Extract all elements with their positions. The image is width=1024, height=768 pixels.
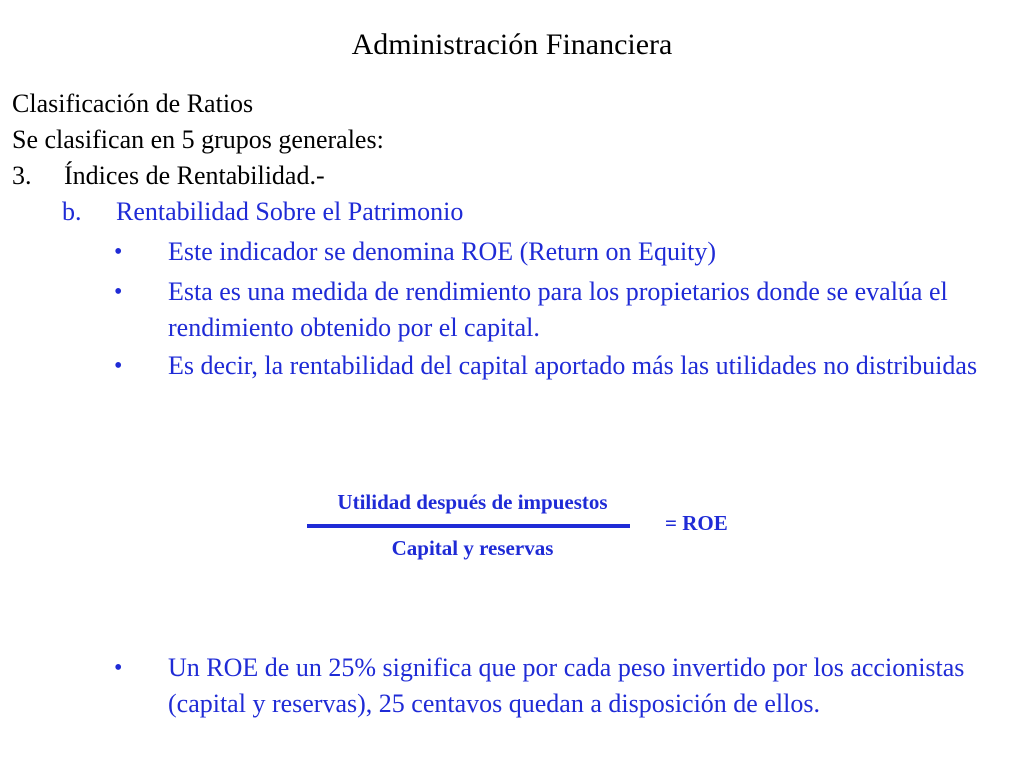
sub-item-letter: b. <box>62 197 82 226</box>
slide-title: Administración Financiera <box>351 28 673 61</box>
bullet-icon: • <box>114 353 123 379</box>
bullet-text-3: Es decir, la rentabilidad del capital aportado más las utilidades no distribuidas <box>168 351 978 380</box>
item-label: Índices de Rentabilidad.- <box>64 161 325 190</box>
bullet-icon: • <box>114 239 123 265</box>
bullet-text-final: Un ROE de un 25% significa que por cada peso invertido por los accionistas (capital y reservas), 25 centavos quedan a disposición de ellos. <box>168 653 965 718</box>
sub-item-label: Rentabilidad Sobre el Patrimonio <box>116 197 464 226</box>
formula-denominator: Capital y reservas <box>391 536 554 560</box>
bullet-text-2: Esta es una medida de rendimiento para los propietarios donde se evalúa el rendimiento obtenido por el capital. <box>168 277 948 342</box>
bullet-icon: • <box>114 655 123 681</box>
heading-classification: Clasificación de Ratios <box>12 89 254 118</box>
heading-groups: Se clasifican en 5 grupos generales: <box>12 125 384 154</box>
bullet-text-1: Este indicador se denomina ROE (Return on Equity) <box>168 237 717 266</box>
formula-result: = ROE <box>665 511 728 535</box>
formula-numerator: Utilidad después de impuestos <box>337 490 608 514</box>
fraction-bar <box>307 524 630 528</box>
bullet-icon: • <box>114 279 123 305</box>
item-number: 3. <box>12 161 32 190</box>
